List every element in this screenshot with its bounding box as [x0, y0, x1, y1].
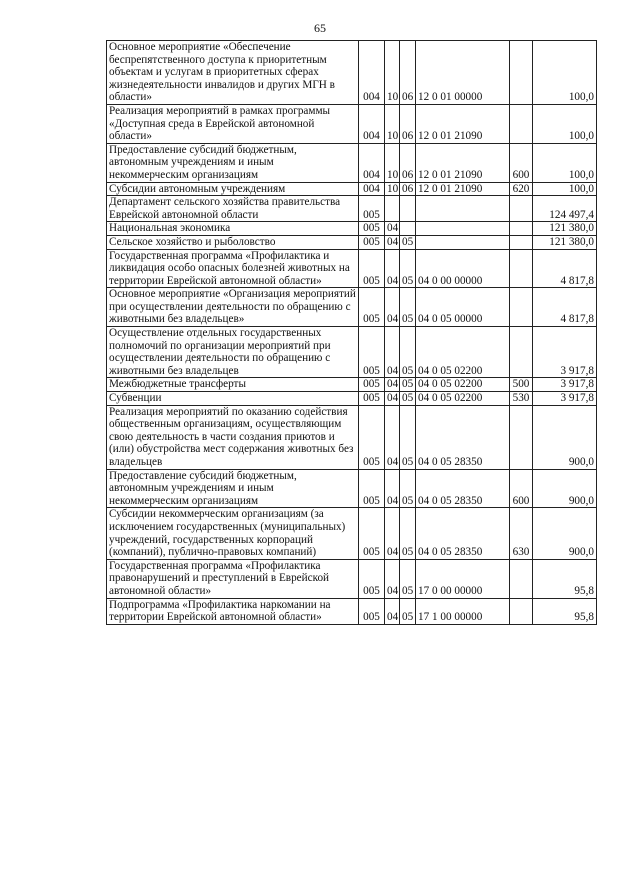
- ministry-code-cell: 005: [359, 288, 385, 327]
- target-code-cell: 04 0 05 02200: [416, 378, 510, 392]
- row-name-cell: Субсидии автономным учреждениям: [107, 182, 359, 196]
- expense-type-cell: [510, 235, 533, 249]
- subsection-code-cell: 05: [400, 469, 416, 508]
- table-row: [107, 508, 597, 559]
- subsection-code-cell: 05: [400, 235, 416, 249]
- section-code-cell: 04: [385, 235, 400, 249]
- row-name-cell: Основное мероприятие «Организация мероприятий при осуществлении деятельности по обращению с животными без владельцев»: [107, 288, 359, 327]
- table-row: [107, 405, 597, 469]
- section-code-cell: 04: [385, 392, 400, 406]
- target-code-cell: 04 0 00 00000: [416, 249, 510, 288]
- subsection-code-cell: 05: [400, 378, 416, 392]
- expense-type-cell: [510, 327, 533, 378]
- amount-cell: 900,0: [533, 469, 597, 508]
- subsection-code-cell: 06: [400, 104, 416, 143]
- ministry-code-cell: 005: [359, 598, 385, 624]
- row-name-cell: Предоставление субсидий бюджетным, автономным учреждениям и иным некоммерческим организациям: [107, 143, 359, 182]
- section-code-cell: 04: [385, 327, 400, 378]
- amount-cell: 100,0: [533, 182, 597, 196]
- table-row: [107, 469, 597, 508]
- table-row: [107, 143, 597, 182]
- amount-cell: 4 817,8: [533, 249, 597, 288]
- expense-type-cell: [510, 104, 533, 143]
- subsection-code-cell: 05: [400, 405, 416, 469]
- subsection-code-cell: 06: [400, 143, 416, 182]
- table-row: [107, 392, 597, 406]
- subsection-code-cell: 05: [400, 249, 416, 288]
- subsection-code-cell: [400, 196, 416, 222]
- subsection-code-cell: [400, 222, 416, 236]
- row-name-cell: Департамент сельского хозяйства правительства Еврейской автономной области: [107, 196, 359, 222]
- subsection-code-cell: 06: [400, 41, 416, 105]
- page-number: 65: [314, 21, 326, 35]
- section-code-cell: 04: [385, 249, 400, 288]
- section-code-cell: 10: [385, 182, 400, 196]
- section-code-cell: 04: [385, 378, 400, 392]
- table-row: [107, 378, 597, 392]
- section-code-cell: 10: [385, 143, 400, 182]
- table-row: [107, 288, 597, 327]
- row-name-cell: Реализация мероприятий по оказанию содействия общественным организациям, осуществляющим свою деятельность в части создания приютов и (или) обустройства мест содержания животных без владельцев: [107, 405, 359, 469]
- section-code-cell: 04: [385, 222, 400, 236]
- subsection-code-cell: 05: [400, 598, 416, 624]
- target-code-cell: 04 0 05 28350: [416, 469, 510, 508]
- ministry-code-cell: 004: [359, 143, 385, 182]
- expense-type-cell: 530: [510, 392, 533, 406]
- ministry-code-cell: 005: [359, 235, 385, 249]
- expense-type-cell: [510, 222, 533, 236]
- section-code-cell: 04: [385, 469, 400, 508]
- section-code-cell: [385, 196, 400, 222]
- row-name-cell: Межбюджетные трансферты: [107, 378, 359, 392]
- row-name-cell: Государственная программа «Профилактика правонарушений и преступлений в Еврейской автономной области»: [107, 559, 359, 598]
- target-code-cell: 04 0 05 02200: [416, 327, 510, 378]
- section-code-cell: 04: [385, 559, 400, 598]
- expense-type-cell: [510, 288, 533, 327]
- target-code-cell: [416, 235, 510, 249]
- ministry-code-cell: 004: [359, 41, 385, 105]
- expense-type-cell: 620: [510, 182, 533, 196]
- target-code-cell: 04 0 05 02200: [416, 392, 510, 406]
- table-row: [107, 41, 597, 105]
- amount-cell: 100,0: [533, 143, 597, 182]
- target-code-cell: 12 0 01 21090: [416, 104, 510, 143]
- target-code-cell: 12 0 01 00000: [416, 41, 510, 105]
- subsection-code-cell: 05: [400, 288, 416, 327]
- ministry-code-cell: 005: [359, 196, 385, 222]
- table-row: [107, 196, 597, 222]
- amount-cell: 900,0: [533, 508, 597, 559]
- table-row: [107, 598, 597, 624]
- row-name-cell: Подпрограмма «Профилактика наркомании на территории Еврейской автономной области»: [107, 598, 359, 624]
- target-code-cell: [416, 222, 510, 236]
- amount-cell: 100,0: [533, 41, 597, 105]
- table-row: [107, 559, 597, 598]
- subsection-code-cell: 06: [400, 182, 416, 196]
- ministry-code-cell: 004: [359, 182, 385, 196]
- amount-cell: 124 497,4: [533, 196, 597, 222]
- ministry-code-cell: 005: [359, 249, 385, 288]
- target-code-cell: 04 0 05 00000: [416, 288, 510, 327]
- amount-cell: 3 917,8: [533, 392, 597, 406]
- amount-cell: 4 817,8: [533, 288, 597, 327]
- amount-cell: 95,8: [533, 598, 597, 624]
- amount-cell: 121 380,0: [533, 235, 597, 249]
- target-code-cell: 04 0 05 28350: [416, 405, 510, 469]
- target-code-cell: 12 0 01 21090: [416, 143, 510, 182]
- ministry-code-cell: 005: [359, 327, 385, 378]
- table-row: [107, 327, 597, 378]
- ministry-code-cell: 005: [359, 405, 385, 469]
- section-code-cell: 10: [385, 41, 400, 105]
- amount-cell: 100,0: [533, 104, 597, 143]
- subsection-code-cell: 05: [400, 508, 416, 559]
- ministry-code-cell: 005: [359, 559, 385, 598]
- target-code-cell: 04 0 05 28350: [416, 508, 510, 559]
- row-name-cell: Сельское хозяйство и рыболовство: [107, 235, 359, 249]
- section-code-cell: 10: [385, 104, 400, 143]
- row-name-cell: Государственная программа «Профилактика и ликвидация особо опасных болезней животных на территории Еврейской автономной области»: [107, 249, 359, 288]
- expense-type-cell: [510, 196, 533, 222]
- row-name-cell: Основное мероприятие «Обеспечение беспрепятственного доступа к приоритетным объектам и услугам в приоритетных сферах жизнедеятельности инвалидов и других МГН в области»: [107, 41, 359, 105]
- table-row: [107, 182, 597, 196]
- amount-cell: 3 917,8: [533, 378, 597, 392]
- ministry-code-cell: 005: [359, 222, 385, 236]
- expense-type-cell: 600: [510, 143, 533, 182]
- target-code-cell: 12 0 01 21090: [416, 182, 510, 196]
- row-name-cell: Осуществление отдельных государственных полномочий по организации мероприятий при осуществлении деятельности по обращению с животными без владельцев: [107, 327, 359, 378]
- row-name-cell: Субсидии некоммерческим организациям (за исключением государственных (муниципальных) учреждений, государственных корпораций (компаний), публично-правовых компаний): [107, 508, 359, 559]
- expense-type-cell: [510, 249, 533, 288]
- expense-type-cell: [510, 559, 533, 598]
- table-row: [107, 222, 597, 236]
- amount-cell: 121 380,0: [533, 222, 597, 236]
- amount-cell: 3 917,8: [533, 327, 597, 378]
- row-name-cell: Реализация мероприятий в рамках программы «Доступная среда в Еврейской автономной области»: [107, 104, 359, 143]
- budget-table: [106, 40, 597, 625]
- ministry-code-cell: 005: [359, 508, 385, 559]
- expense-type-cell: [510, 598, 533, 624]
- table-row: [107, 235, 597, 249]
- amount-cell: 900,0: [533, 405, 597, 469]
- section-code-cell: 04: [385, 288, 400, 327]
- ministry-code-cell: 005: [359, 378, 385, 392]
- expense-type-cell: [510, 405, 533, 469]
- ministry-code-cell: 005: [359, 392, 385, 406]
- table-row: [107, 249, 597, 288]
- subsection-code-cell: 05: [400, 392, 416, 406]
- row-name-cell: Субвенции: [107, 392, 359, 406]
- expense-type-cell: 600: [510, 469, 533, 508]
- subsection-code-cell: 05: [400, 559, 416, 598]
- target-code-cell: 17 0 00 00000: [416, 559, 510, 598]
- section-code-cell: 04: [385, 598, 400, 624]
- section-code-cell: 04: [385, 508, 400, 559]
- target-code-cell: [416, 196, 510, 222]
- expense-type-cell: [510, 41, 533, 105]
- subsection-code-cell: 05: [400, 327, 416, 378]
- expense-type-cell: 500: [510, 378, 533, 392]
- ministry-code-cell: 005: [359, 469, 385, 508]
- target-code-cell: 17 1 00 00000: [416, 598, 510, 624]
- section-code-cell: 04: [385, 405, 400, 469]
- row-name-cell: Национальная экономика: [107, 222, 359, 236]
- ministry-code-cell: 004: [359, 104, 385, 143]
- amount-cell: 95,8: [533, 559, 597, 598]
- expense-type-cell: 630: [510, 508, 533, 559]
- table-row: [107, 104, 597, 143]
- row-name-cell: Предоставление субсидий бюджетным, автономным учреждениям и иным некоммерческим организациям: [107, 469, 359, 508]
